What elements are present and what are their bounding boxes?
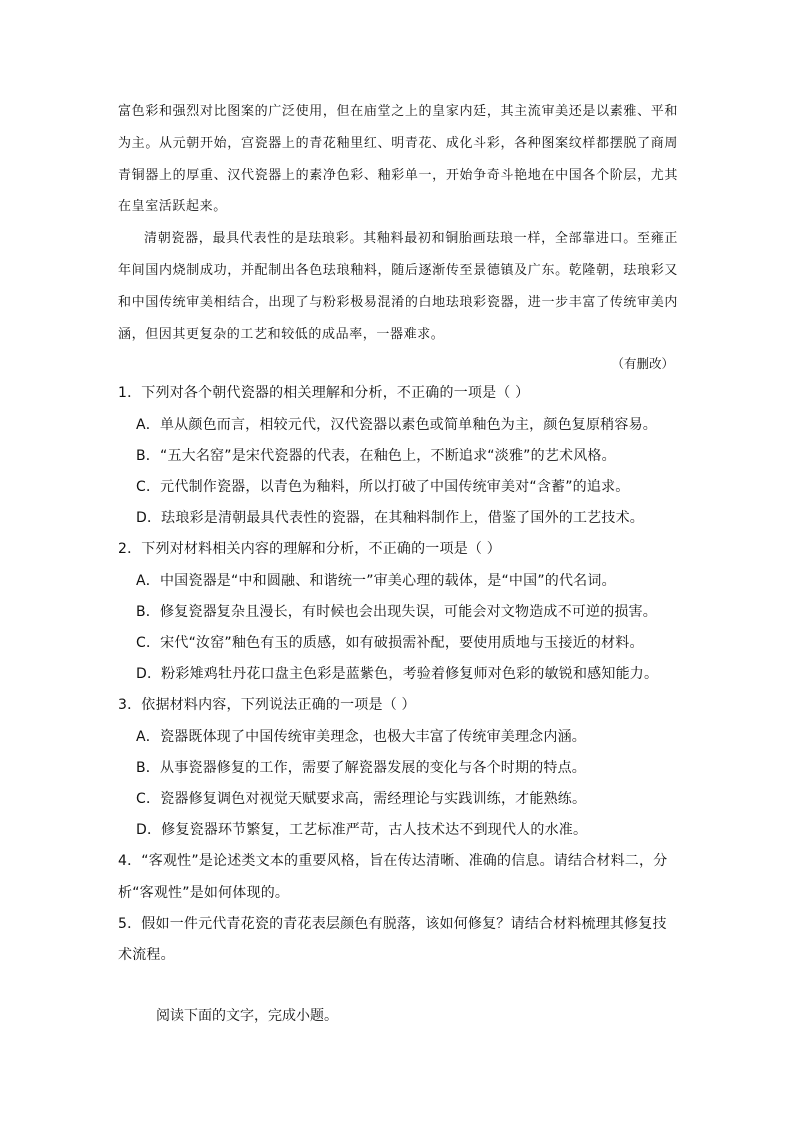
source-note: （有删改） [611, 356, 674, 372]
option-a: A．单从颜色而言，相较元代，汉代瓷器以素色或简单釉色为主，颜色复原稍容易。 [136, 416, 657, 433]
next-section-lead: 阅读下面的文字，完成小题。 [156, 1008, 338, 1025]
question-stem: 1．下列对各个朝代瓷器的相关理解和分析，不正确的一项是（ ） [118, 385, 530, 402]
exam-page [118, 96, 678, 1032]
question-4 [118, 846, 678, 908]
question-stem: 5．假如一件元代青花瓷的青花表层颜色有脱落，该如何修复？请结合材料梳理其修复技术流程。 [118, 915, 667, 964]
question-1 [118, 378, 678, 534]
option-c: C．瓷器修复调色对视觉天赋要求高，需经理论与实践训练，才能熟练。 [136, 791, 587, 808]
passage-paragraph-2: 清朝瓷器，最具代表性的是珐琅彩。其釉料最初和铜胎画珐琅一样，全部靠进口。至雍正年间国内烧制成功，并配制出各色珐琅釉料，随后逐渐传至景德镇及广东。乾隆朝，珐琅彩又和中国传统审美相结合，出现了与粉彩极易混淆的白地珐琅彩瓷器，进一步丰富了传统审美内涵，但因其更复杂的工艺和较低的成品率，一器难求。 [118, 231, 678, 342]
option-b: B．修复瓷器复杂且漫长，有时候也会出现失误，可能会对文物造成不可逆的损害。 [136, 603, 658, 620]
option-d: D．珐琅彩是清朝最具代表性的瓷器，在其釉料制作上，借鉴了国外的工艺技术。 [136, 510, 644, 527]
option-b: B．从事瓷器修复的工作，需要了解瓷器发展的变化与各个时期的特点。 [136, 759, 587, 776]
question-2 [118, 534, 678, 690]
option-c: C．元代制作瓷器，以青色为釉料，所以打破了中国传统审美对“含蓄”的追求。 [136, 478, 630, 495]
option-c: C．宋代“汝窑”釉色有玉的质感，如有破损需补配，要使用质地与玉接近的材料。 [136, 635, 644, 651]
question-5 [118, 909, 678, 971]
question-stem: 3．依据材料内容，下列说法正确的一项是（ ） [118, 697, 416, 714]
section-gap [118, 971, 678, 1001]
question-stem: 4．“客观性”是论述类文本的重要风格，旨在传达清晰、准确的信息。请结合材料二，分析“客观性”是如何体现的。 [118, 853, 668, 901]
question-3 [118, 690, 678, 846]
option-b: B．“五大名窑”是宋代瓷器的代表，在釉色上，不断追求“淡雅”的艺术风格。 [136, 447, 616, 464]
option-a: A．中国瓷器是“中和圆融、和谐统一”审美心理的载体，是“中国”的代名词。 [136, 572, 616, 589]
passage-paragraph-1: 富色彩和强烈对比图案的广泛使用，但在庙堂之上的皇家内廷，其主流审美还是以素雅、平和为主。从元朝开始，宫瓷器上的青花釉里红、明青花、成化斗彩，各种图案纹样都摆脱了商周青铜器上的厚重、汉代瓷器上的素净色彩、釉彩单一，开始争奇斗艳地在中国各个阶层，尤其在皇室活跃起来。 [118, 104, 678, 215]
option-d: D．修复瓷器环节繁复，工艺标准严苛，古人技术达不到现代人的水准。 [136, 822, 588, 839]
question-list [118, 378, 678, 971]
option-d: D．粉彩雉鸡牡丹花口盘主色彩是蓝紫色，考验着修复师对色彩的敏锐和感知能力。 [136, 666, 659, 683]
question-stem: 2．下列对材料相关内容的理解和分析，不正确的一项是（ ） [118, 541, 501, 558]
option-a: A．瓷器既体现了中国传统审美理念，也极大丰富了传统审美理念内涵。 [136, 728, 586, 745]
reading-passage [118, 96, 678, 350]
